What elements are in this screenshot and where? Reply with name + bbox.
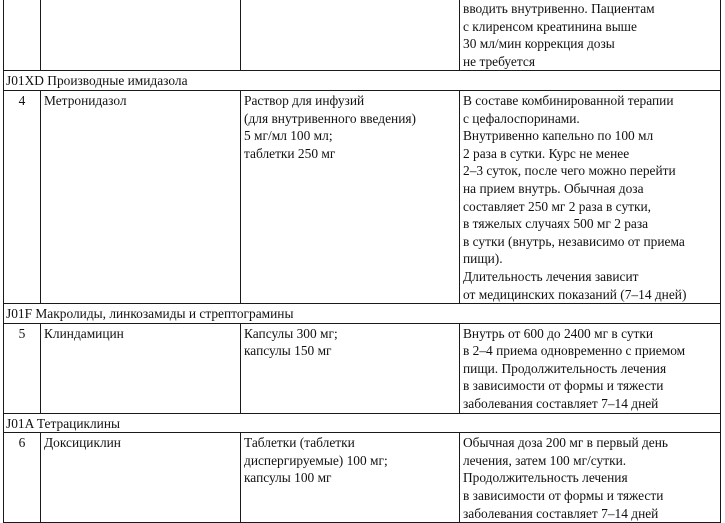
dosing-regimen-line: с цефалоспоринами. xyxy=(463,110,580,126)
dosing-regimen-line: не требуется xyxy=(463,53,535,69)
category-heading: J01A Тетрациклины xyxy=(4,413,721,433)
table-row xyxy=(4,433,721,523)
dosing-regimen-line: пищи). xyxy=(463,251,503,267)
drug-name: Метронидазол xyxy=(41,90,241,303)
dosing-regimen-line: заболевания составляет 7–14 дней xyxy=(463,505,659,521)
dosing-regimen-line: 2–3 суток, после чего можно перейти xyxy=(463,163,676,179)
dosing-regimen-line: Длительность лечения зависит xyxy=(463,268,639,284)
dosing-regimen-line: составляет 250 мг 2 раза в сутки, xyxy=(463,198,652,214)
drug-name: Клиндамицин xyxy=(41,323,241,413)
drug-name xyxy=(41,0,241,71)
category-heading: J01XD Производные имидазола xyxy=(4,71,721,91)
dosing-regimen-line: в тяжелых случаях 500 мг 2 раза xyxy=(463,216,649,232)
dosage-form-cell xyxy=(241,0,460,71)
category-row xyxy=(4,304,721,324)
dosage-form-line: Раствор для инфузий xyxy=(244,92,365,108)
dosage-form-line: 5 мг/мл 100 мл; xyxy=(244,128,333,144)
dosage-form-cell xyxy=(241,433,460,523)
dosing-regimen-line: Внутривенно капельно по 100 мл xyxy=(463,128,654,144)
dosage-form-cell xyxy=(241,90,460,303)
dosing-regimen-line: пищи. Продолжительность лечения xyxy=(463,360,667,376)
dosage-form-line: капсулы 100 мг xyxy=(244,470,332,486)
table-row xyxy=(4,90,721,303)
table-row xyxy=(4,0,721,71)
dosing-regimen-line: от медицинских показаний (7–14 дней) xyxy=(463,286,687,302)
category-row xyxy=(4,413,721,433)
dosing-regimen-line: в 2–4 приема одновременно с приемом xyxy=(463,343,686,359)
dosage-form-line: диспергируемые) 100 мг; xyxy=(244,452,388,468)
dosing-regimen-line: на прием внутрь. Обычная доза xyxy=(463,180,644,196)
category-heading: J01F Макролиды, линкозамиды и стрептограмины xyxy=(4,304,721,324)
dosing-regimen-line: в зависимости от формы и тяжести xyxy=(463,488,664,504)
table-body xyxy=(4,0,721,523)
dosing-regimen-line: в зависимости от формы и тяжести xyxy=(463,378,664,394)
row-number: 5 xyxy=(4,323,41,413)
dosing-regimen-line: лечения, затем 100 мг/сутки. xyxy=(463,452,627,468)
dosing-regimen-line: заболевания составляет 7–14 дней xyxy=(463,396,659,412)
dosing-regimen-line: вводить внутривенно. Пациентам xyxy=(463,1,655,16)
dosing-regimen-cell xyxy=(460,433,721,523)
dosage-form-line: таблетки 250 мг xyxy=(244,145,336,161)
table-row xyxy=(4,323,721,413)
dosing-regimen-line: в сутки (внутрь, независимо от приема xyxy=(463,233,685,249)
dosage-form-line: (для внутривенного введения) xyxy=(244,110,416,126)
dosing-regimen-line: Внутрь от 600 до 2400 мг в сутки xyxy=(463,325,654,341)
dosing-regimen-line: 30 мл/мин коррекция дозы xyxy=(463,36,615,52)
dosing-regimen-cell xyxy=(460,0,721,71)
dosage-form-line: капсулы 150 мг xyxy=(244,343,332,359)
dosing-regimen-cell xyxy=(460,323,721,413)
dosage-form-cell xyxy=(241,323,460,413)
dosing-regimen-line: В составе комбинированной терапии xyxy=(463,92,674,108)
dosing-regimen-cell xyxy=(460,90,721,303)
dosage-form-line: Капсулы 300 мг; xyxy=(244,325,338,341)
dosing-regimen-line: Обычная доза 200 мг в первый день xyxy=(463,435,669,451)
drug-name: Доксициклин xyxy=(41,433,241,523)
drug-dosage-table xyxy=(3,0,721,523)
category-row xyxy=(4,71,721,91)
row-number: 6 xyxy=(4,433,41,523)
row-number: 4 xyxy=(4,90,41,303)
dosing-regimen-line: с клиренсом креатинина выше xyxy=(463,18,637,34)
row-number xyxy=(4,0,41,71)
dosing-regimen-line: Продолжительность лечения xyxy=(463,470,628,486)
dosage-form-line: Таблетки (таблетки xyxy=(244,435,355,451)
dosing-regimen-line: 2 раза в сутки. Курс не менее xyxy=(463,145,630,161)
